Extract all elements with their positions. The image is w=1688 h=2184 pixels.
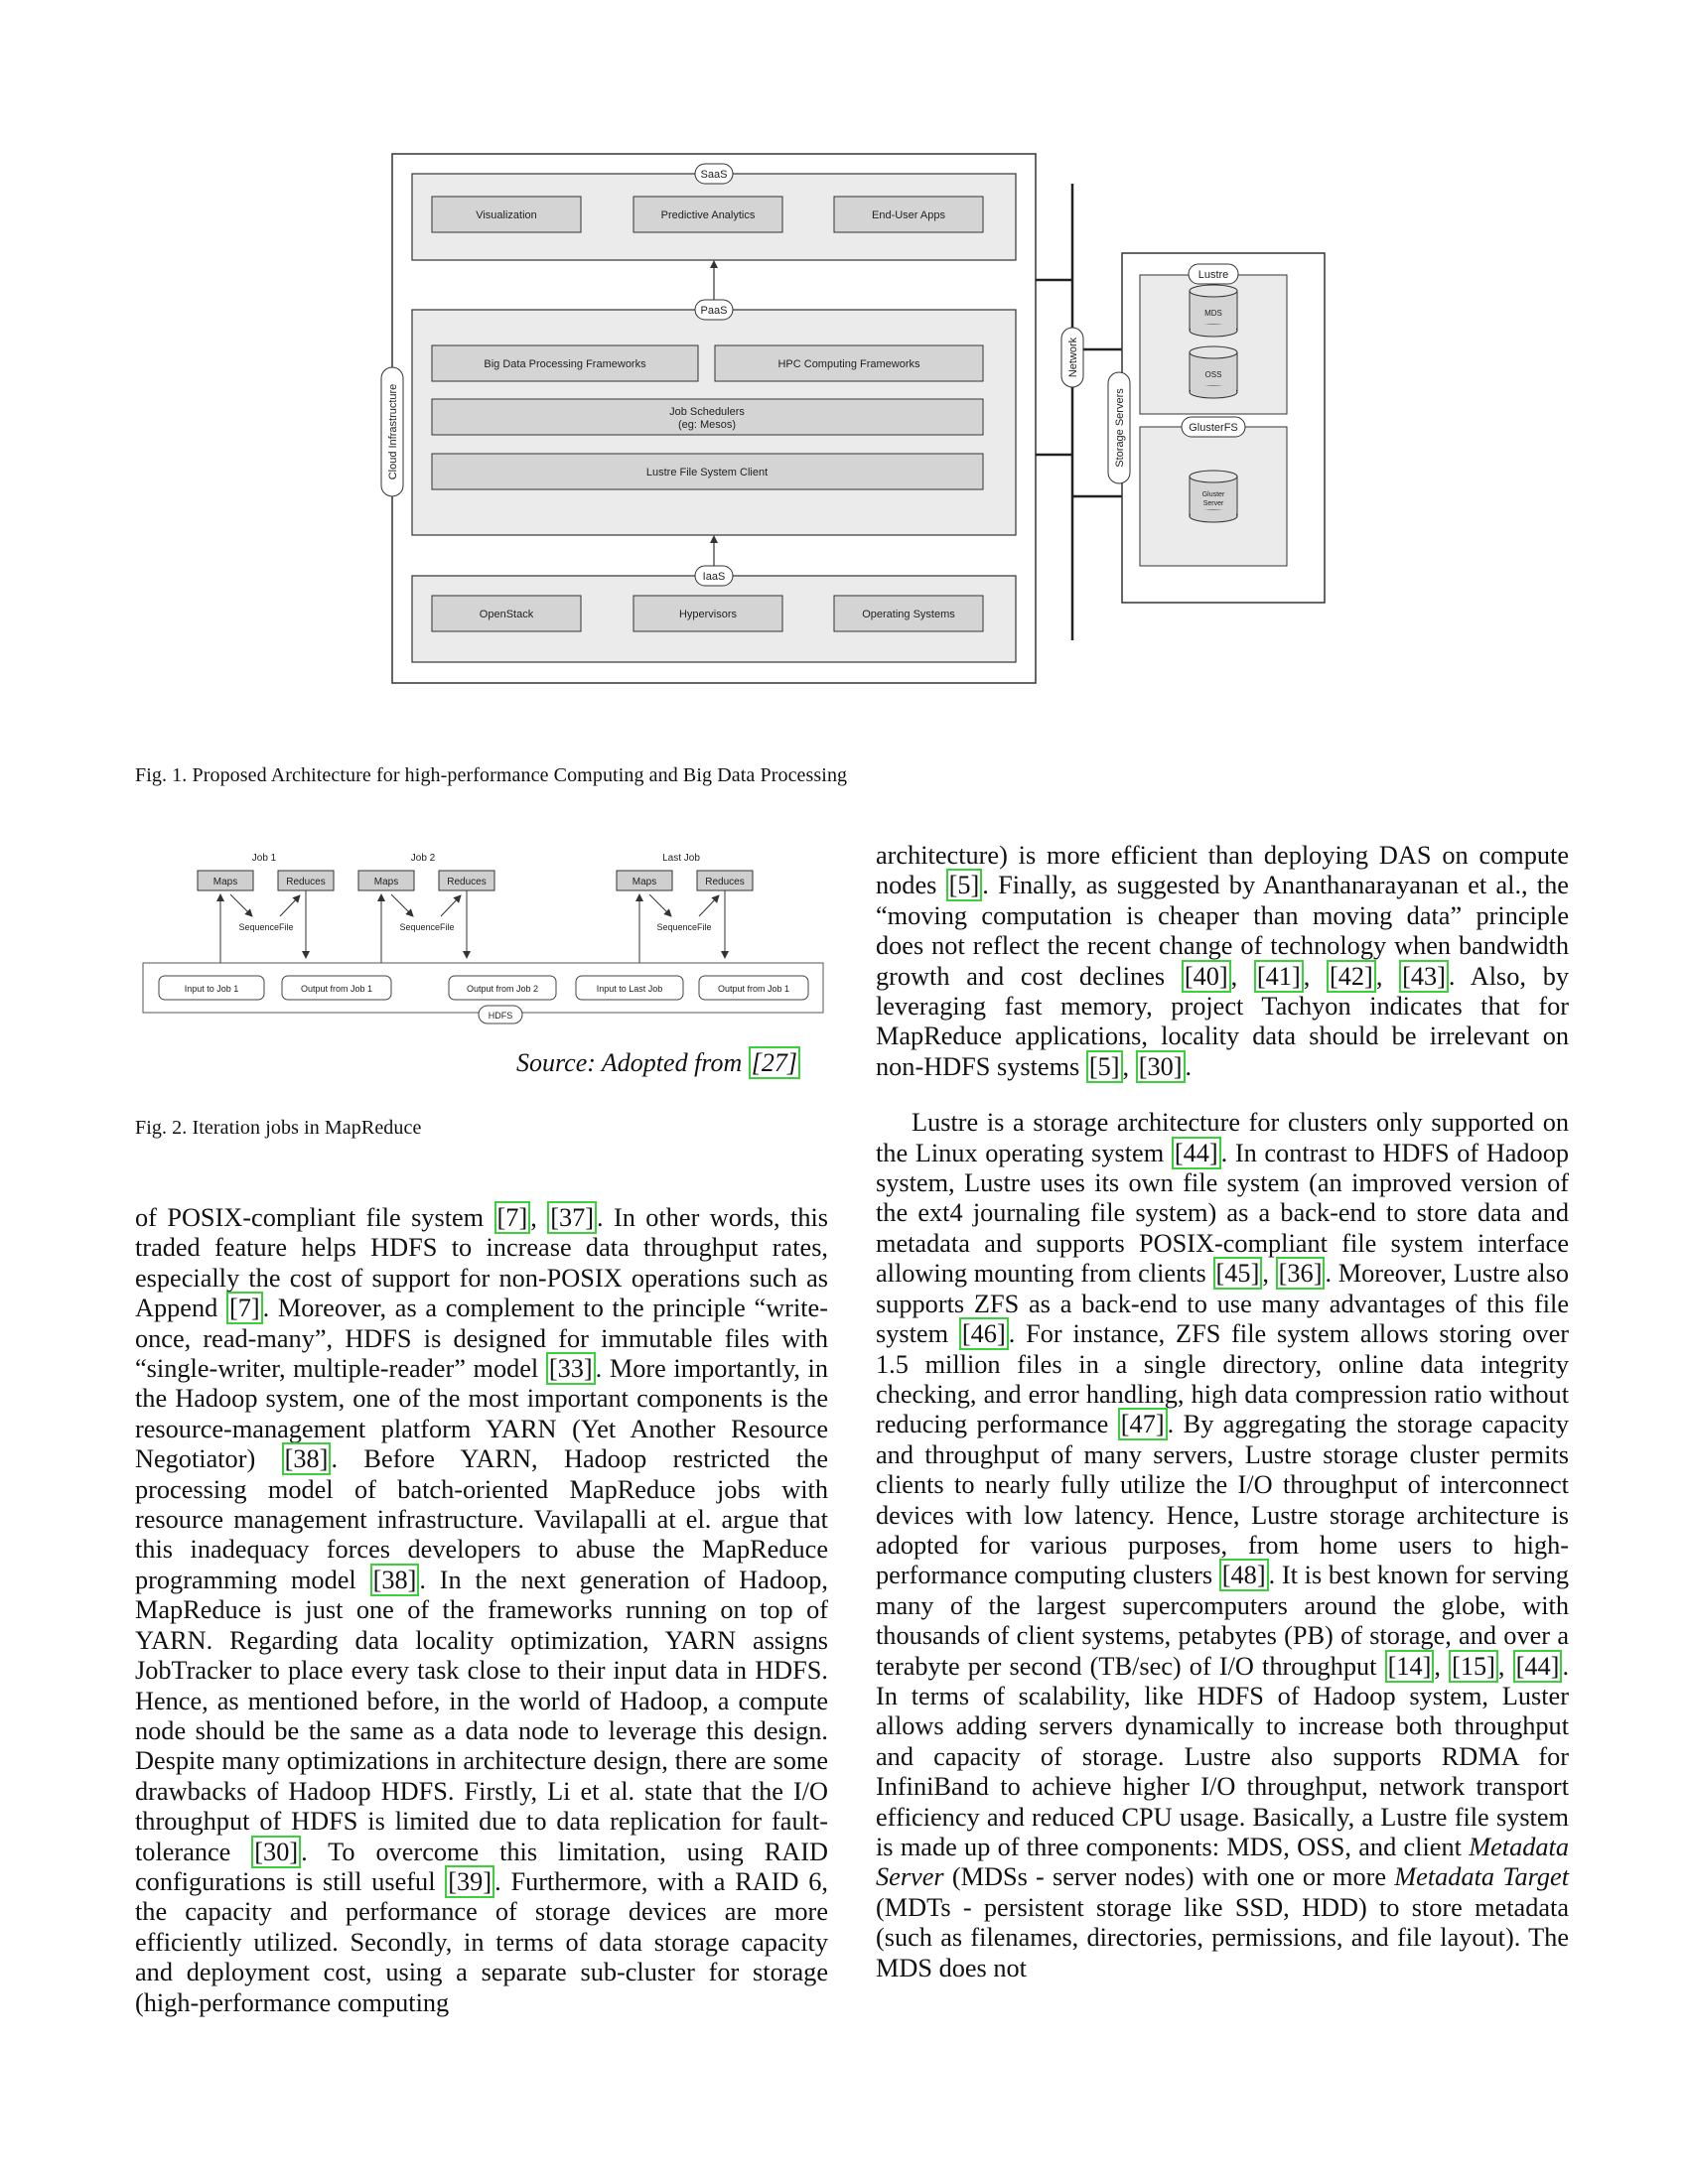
citation-link[interactable]: [44]	[1172, 1137, 1221, 1169]
hdfs-item-input-last-job: Input to Last Job	[596, 984, 663, 994]
citation-link[interactable]: [44]	[1513, 1650, 1563, 1683]
figure-2-mapreduce-diagram	[135, 839, 830, 1037]
hdfs-item-output-last: Output from Job 1	[717, 984, 790, 994]
citation-link[interactable]: [42]	[1327, 960, 1376, 993]
citation-link[interactable]: [15]	[1449, 1650, 1498, 1683]
storage-servers-label: Storage Servers	[1114, 388, 1126, 468]
paas-job-schedulers-example: (eg: Mesos)	[677, 419, 737, 431]
iaas-item-openstack: OpenStack	[479, 609, 534, 620]
saas-item-predictive-analytics: Predictive Analytics	[660, 209, 756, 221]
last-job-sequencefile: SequenceFile	[656, 922, 712, 932]
citation-link[interactable]: [5]	[1086, 1050, 1123, 1083]
paas-big-data-frameworks: Big Data Processing Frameworks	[484, 358, 646, 370]
citation-link[interactable]: [33]	[546, 1352, 596, 1385]
citation-link[interactable]: [14]	[1385, 1650, 1435, 1683]
citation-link[interactable]: [5]	[946, 869, 983, 901]
saas-item-end-user-apps: End-User Apps	[872, 209, 945, 221]
left-column	[135, 1203, 828, 2018]
glusterfs-label: GlusterFS	[1189, 422, 1238, 434]
citation-link[interactable]: [48]	[1219, 1559, 1269, 1591]
job-1-sequencefile: SequenceFile	[238, 922, 294, 932]
citation-link[interactable]: [40]	[1182, 960, 1231, 993]
metadata-target-term: Metadata Target	[1394, 1862, 1569, 1892]
last-job-reduces: Reduces	[705, 877, 745, 887]
job-2-reduces: Reduces	[447, 877, 487, 887]
iaas-label: IaaS	[702, 571, 726, 583]
paas-lustre-client: Lustre File System Client	[645, 467, 769, 478]
citation-link[interactable]: [45]	[1213, 1257, 1263, 1290]
job-1-reduces: Reduces	[286, 877, 326, 887]
citation-link[interactable]: [47]	[1118, 1408, 1168, 1440]
paas-job-schedulers: Job Schedulers	[669, 406, 745, 418]
citation-link[interactable]: [36]	[1276, 1257, 1326, 1290]
iaas-item-operating-systems: Operating Systems	[862, 609, 955, 620]
right-paragraph-2: Lustre is a storage architecture for clusters only supported on the Linux operating system [44] . In contrast to HDFS of Hadoop system, Lustre uses its own file system (an improved version of the ext4 journaling file system) as a back-end to store data and metadata and supports POSIX-compliant file system interface allowing mounting from clients [45] , [36] . Moreover, Lustre also supports ZFS as a back-end to use many advantages of this file system [46] . For instance, ZFS file system allows storing over 1.5 million files in a single directory, online data integrity checking, and error handling, high data compression ratio without reducing performance [47] . By aggregating the storage capacity and throughput of many servers, Lustre storage cluster permits clients to nearly fully utilize the I/O throughput of interconnect devices with low latency. Hence, Lustre storage architecture is adopted for various purposes, from home users to high-performance computing clusters [48] . It is best known for serving many of the largest supercomputers around the globe, with thousands of client systems, petabytes (PB) of storage, and over a terabyte per second (TB/sec) of I/O throughput [14] , [15] , [44] . In terms of scalability, like HDFS of Hadoop system, Luster allows adding servers dynamically to increase both throughput and capacity of storage. Lustre also supports RDMA for InfiniBand to achieve higher I/O throughput, network transport efficiency and reduced CPU usage. Basically, a Lustre file system is made up of three components: MDS, OSS, and client Metadata Server (MDSs - server nodes) with one or more Metadata Target (MDTs - persistent storage like SSD, HDD) to store metadata (such as filenames, directories, permissions, and file layout). The MDS does not	[876, 1108, 1570, 1982]
gluster-server-label-2: Server	[1202, 500, 1224, 507]
right-paragraph-1: architecture) is more efficient than deploying DAS on compute nodes [5] . Finally, as suggested by Ananthanarayanan et al., the “moving computation is cheaper than moving data” principle does not reflect the recent change of technology when bandwidth growth and cost declines [40] , [41] , [42] , [43] . Also, by leveraging fast memory, project Tachyon indicates that for MapReduce applications, locality data should be irrelevant on non-HDFS systems [5] , [30] .	[876, 841, 1569, 1081]
citation-link[interactable]: [27]	[749, 1046, 800, 1079]
citation-link[interactable]: [30]	[251, 1836, 301, 1868]
lustre-label: Lustre	[1197, 269, 1229, 281]
job-2-sequencefile: SequenceFile	[399, 922, 455, 932]
citation-link[interactable]: [46]	[959, 1317, 1009, 1350]
citation-link[interactable]: [7]	[494, 1201, 531, 1234]
last-job-maps: Maps	[632, 877, 657, 887]
citation-link[interactable]: [43]	[1399, 960, 1449, 993]
citation-link[interactable]: [38]	[370, 1564, 420, 1596]
right-column	[876, 841, 1569, 1983]
gluster-server-label-1: Gluster	[1201, 491, 1225, 498]
figure-2-caption: Fig. 2. Iteration jobs in MapReduce	[135, 1117, 422, 1139]
metadata-server-term: Metadata Server	[876, 1833, 1569, 1892]
figure-1-caption: Fig. 1. Proposed Architecture for high-performance Computing and Big Data Processing	[135, 764, 848, 786]
hdfs-item-input-job-1: Input to Job 1	[184, 984, 239, 994]
saas-item-visualization: Visualization	[476, 209, 537, 221]
citation-link[interactable]: [7]	[226, 1292, 263, 1324]
job-1-title: Job 1	[251, 853, 277, 864]
job-2-maps: Maps	[373, 877, 399, 887]
saas-label: SaaS	[700, 169, 728, 181]
job-1-maps: Maps	[212, 877, 238, 887]
citation-link[interactable]: [30]	[1136, 1050, 1186, 1083]
hdfs-label: HDFS	[488, 1011, 513, 1021]
cloud-infrastructure-label: Cloud Infrastructure	[387, 383, 399, 480]
iaas-item-hypervisors: Hypervisors	[678, 609, 738, 620]
left-paragraph-1: of POSIX-compliant file system [7] , [37] . In other words, this traded feature helps HDFS to increase data throughput rates, especially the cost of support for non-POSIX operations such as Append [7] . Moreover, as a complement to the principle “write-once, read-many”, HDFS is designed for immutable files with “single-writer, multiple-reader” model [33] . More importantly, in the Hadoop system, one of the most important components is the resource-management platform YARN (Yet Another Resource Negotiator) [38] . Before YARN, Hadoop restricted the processing model of batch-oriented MapReduce jobs with resource management infrastructure. Vavilapalli at el. argue that this inadequacy forces developers to abuse the MapReduce programming model [38] . In the next generation of Hadoop, MapReduce is just one of the frameworks running on top of YARN. Regarding data locality optimization, YARN assigns JobTracker to place every task close to their input data in HDFS. Hence, as mentioned before, in the world of Hadoop, a compute node should be the same as a data node to leverage this design. Despite many optimizations in architecture design, there are some drawbacks of Hadoop HDFS. Firstly, Li et al. state that the I/O throughput of HDFS is limited due to data replication for fault-tolerance [30] . To overcome this limitation, using RAID configurations is still useful [39] . Furthermore, with a RAID 6, the capacity and performance of storage devices are more efficiently utilized. Secondly, in terms of data storage capacity and deployment cost, using a separate sub-cluster for storage (high-performance computing	[135, 1203, 829, 2017]
mds-label: MDS	[1204, 309, 1222, 318]
oss-label: OSS	[1204, 370, 1222, 379]
hdfs-item-output-job-2: Output from Job 2	[466, 984, 539, 994]
figure-2-source-line	[516, 1048, 800, 1078]
citation-link[interactable]: [41]	[1254, 960, 1304, 993]
citation-link[interactable]: [37]	[547, 1201, 597, 1234]
last-job-title: Last Job	[662, 853, 700, 864]
citation-link[interactable]: [38]	[282, 1442, 332, 1475]
citation-link[interactable]: [39]	[445, 1865, 494, 1898]
network-label: Network	[1067, 337, 1079, 378]
hdfs-item-output-job-1: Output from Job 1	[300, 984, 373, 994]
paas-hpc-frameworks: HPC Computing Frameworks	[777, 358, 920, 370]
figure-1-architecture-diagram	[367, 139, 1340, 695]
paas-label: PaaS	[700, 305, 728, 317]
job-2-title: Job 2	[410, 853, 436, 864]
figure-2-source-text: Source: Adopted from	[516, 1048, 749, 1077]
